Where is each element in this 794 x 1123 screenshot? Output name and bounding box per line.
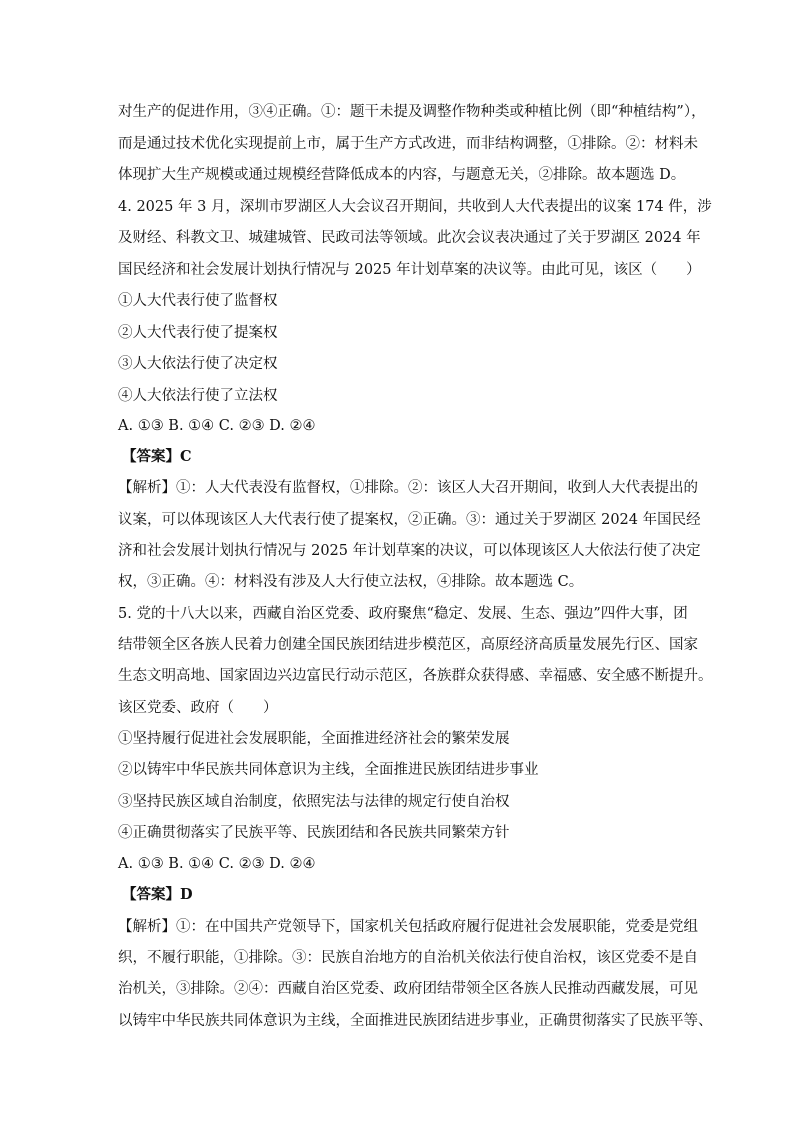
text-line: 治机关，③排除。②④：西藏自治区党委、政府团结带领全区各族人民推动西藏发展，可见: [118, 981, 698, 997]
text-line: 织，不履行职能，①排除。③：民族自治地方的自治机关依法行使自治权，该区党委不是自: [118, 950, 698, 966]
text-line: 体现扩大生产规模或通过规模经营降低成本的内容，与题意无关，②排除。故本题选 D。: [118, 167, 686, 183]
analysis: 【解析】①：在中国共产党领导下，国家机关包括政府履行促进社会发展职能，党委是党组: [118, 919, 698, 935]
text-line: 而是通过技术优化实现提前上市，属于生产方式改进，而非结构调整，①排除。②：材料未: [118, 136, 698, 152]
text-line: 结带领全区各族人民着力创建全国民族团结进步模范区，高原经济高质量发展先行区、国家: [118, 637, 698, 653]
choices: A. ①③ B. ①④ C. ②③ D. ②④: [118, 856, 316, 872]
answer: 【答案】D: [122, 886, 193, 903]
question-5-stem: 5. 党的十八大以来，西藏自治区党委、政府聚焦“稳定、发展、生态、强边”四件大事，团: [118, 606, 688, 622]
text-line: 及财经、科教文卫、城建城管、民政司法等领域。此次会议表决通过了关于罗湖区 2024 年: [118, 230, 701, 246]
text-line: 国民经济和社会发展计划执行情况与 2025 年计划草案的决议等。由此可见，该区（ ）: [118, 262, 701, 278]
text-line: 生态文明高地、国家固边兴边富民行动示范区，各族群众获得感、幸福感、安全感不断提升。: [118, 668, 713, 684]
option-1: ①坚持履行促进社会发展职能，全面推进经济社会的繁荣发展: [118, 731, 510, 747]
text-line: 对生产的促进作用，③④正确。①：题干未提及调整作物种类或种植比例（即“种植结构”），: [118, 104, 706, 120]
choices: A. ①③ B. ①④ C. ②③ D. ②④: [118, 418, 316, 434]
option-2: ②以铸牢中华民族共同体意识为主线，全面推进民族团结进步事业: [118, 762, 539, 778]
text-line: 议案，可以体现该区人大代表行使了提案权，②正确。③：通过关于罗湖区 2024 年国民经: [118, 512, 701, 528]
option-3: ③人大依法行使了决定权: [118, 356, 278, 372]
option-4: ④正确贯彻落实了民族平等、民族团结和各民族共同繁荣方针: [118, 825, 510, 841]
text-line: 济和社会发展计划执行情况与 2025 年计划草案的决议，可以体现该区人大依法行使了决定: [118, 543, 701, 559]
text-line: 以铸牢中华民族共同体意识为主线，全面推进民族团结进步事业，正确贯彻落实了民族平等、: [118, 1013, 713, 1029]
analysis: 【解析】①：人大代表没有监督权，①排除。②：该区人大召开期间，收到人大代表提出的: [118, 480, 698, 496]
option-4: ④人大依法行使了立法权: [118, 388, 278, 404]
answer: 【答案】C: [122, 448, 192, 465]
option-1: ①人大代表行使了监督权: [118, 293, 278, 309]
text-line: 权，③正确。④：材料没有涉及人大行使立法权，④排除。故本题选 C。: [118, 574, 584, 590]
option-2: ②人大代表行使了提案权: [118, 325, 278, 341]
text-line: 该区党委、政府（ ）: [118, 700, 278, 716]
question-4-stem: 4. 2025 年 3 月，深圳市罗湖区人大会议召开期间，共收到人大代表提出的议案 174 件，涉: [118, 199, 712, 215]
option-3: ③坚持民族区域自治制度，依照宪法与法律的规定行使自治权: [118, 794, 510, 810]
